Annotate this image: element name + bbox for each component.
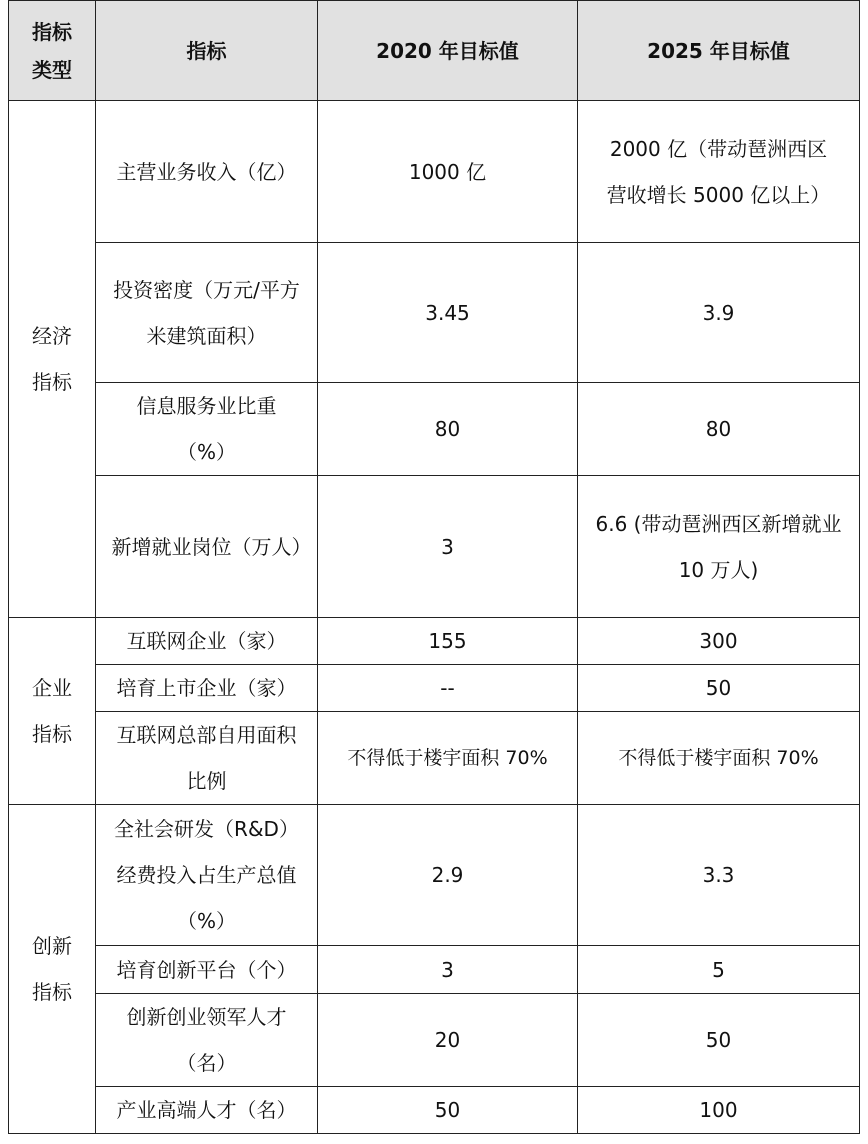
- indicator-cell: 信息服务业比重（%）: [96, 383, 318, 476]
- indicator-cell: 培育上市企业（家）: [96, 665, 318, 712]
- value-2025-cell: 80: [578, 383, 860, 476]
- value-2020-cell: 50: [318, 1087, 578, 1134]
- header-indicator: 指标: [96, 1, 318, 101]
- table-row: [9, 243, 860, 383]
- value-2020-cell: 3: [318, 946, 578, 994]
- value-2025-cell: 3.9: [578, 243, 860, 383]
- indicator-cell: 主营业务收入（亿）: [96, 101, 318, 243]
- category-enterprise: 企业指标: [9, 618, 96, 805]
- header-type: 指标类型: [9, 1, 96, 101]
- header-2020: 2020 年目标值: [318, 1, 578, 101]
- value-2020-cell: --: [318, 665, 578, 712]
- value-2025-cell: 6.6 (带动琶洲西区新增就业 10 万人): [578, 476, 860, 618]
- table-row: [9, 101, 860, 243]
- value-2020-cell: 3: [318, 476, 578, 618]
- table-row: [9, 712, 860, 805]
- category-innovation: 创新指标: [9, 805, 96, 1134]
- value-2025-cell: 5: [578, 946, 860, 994]
- indicator-cell: 培育创新平台（个）: [96, 946, 318, 994]
- header-row: [9, 1, 860, 101]
- value-2025-cell: 300: [578, 618, 860, 665]
- value-2025-cell: 2000 亿（带动琶洲西区营收增长 5000 亿以上）: [578, 101, 860, 243]
- indicator-cell: 全社会研发（R&D）经费投入占生产总值（%）: [96, 805, 318, 946]
- value-2025-cell: 3.3: [578, 805, 860, 946]
- indicator-table: [8, 0, 860, 1134]
- indicator-cell: 互联网企业（家）: [96, 618, 318, 665]
- header-2025: 2025 年目标值: [578, 1, 860, 101]
- table-row: [9, 1087, 860, 1134]
- table-row: [9, 383, 860, 476]
- indicator-cell: 创新创业领军人才（名）: [96, 994, 318, 1087]
- table-row: [9, 665, 860, 712]
- table-row: [9, 805, 860, 946]
- value-2025-cell: 不得低于楼宇面积 70%: [578, 712, 860, 805]
- table-row: [9, 946, 860, 994]
- indicator-cell: 投资密度（万元/平方米建筑面积）: [96, 243, 318, 383]
- category-economic: 经济指标: [9, 101, 96, 618]
- indicator-cell: 互联网总部自用面积比例: [96, 712, 318, 805]
- indicator-cell: 新增就业岗位（万人）: [96, 476, 318, 618]
- table-row: [9, 994, 860, 1087]
- value-2020-cell: 3.45: [318, 243, 578, 383]
- value-2020-cell: 1000 亿: [318, 101, 578, 243]
- value-2025-cell: 50: [578, 994, 860, 1087]
- value-2020-cell: 不得低于楼宇面积 70%: [318, 712, 578, 805]
- table-row: [9, 618, 860, 665]
- value-2025-cell: 100: [578, 1087, 860, 1134]
- table-row: [9, 476, 860, 618]
- value-2025-cell: 50: [578, 665, 860, 712]
- value-2020-cell: 20: [318, 994, 578, 1087]
- value-2020-cell: 2.9: [318, 805, 578, 946]
- value-2020-cell: 80: [318, 383, 578, 476]
- value-2020-cell: 155: [318, 618, 578, 665]
- indicator-cell: 产业高端人才（名）: [96, 1087, 318, 1134]
